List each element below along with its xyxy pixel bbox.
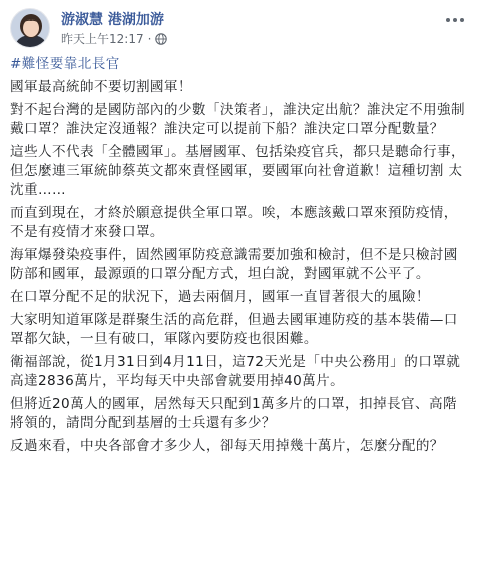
hashtag-link[interactable]: #難怪要靠北長官: [10, 56, 120, 72]
post-meta: [61, 30, 167, 47]
post-paragraph: 衛福部說，從1月31日到4月11日，這72天光是「中央公務用」的口罩就高達2836萬片，平均每天中央部會就要用掉40萬片。: [10, 354, 461, 389]
more-options-icon[interactable]: [443, 12, 467, 28]
post-paragraph: 但將近20萬人的國軍，居然每天只配到1萬多片的口罩，扣掉長官、高階將領的，請問分配到基層的士兵還有多少？: [10, 396, 457, 431]
post-header: [0, 0, 477, 52]
post-paragraph: 反過來看，中央各部會才多少人，卻每天用掉幾十萬片，怎麼分配的？: [10, 438, 444, 454]
globe-icon[interactable]: [155, 33, 167, 45]
avatar-image: [11, 9, 50, 48]
author-name[interactable]: 游淑慧 港湖加游: [61, 12, 164, 28]
meta-separator: ·: [147, 31, 152, 46]
post-paragraph: 而直到現在，才終於願意提供全軍口罩。唉，本應該戴口罩來預防疫情，不是有疫情才來發口罩。: [10, 205, 458, 240]
post-paragraph: 對不起台灣的是國防部內的少數「決策者」，誰決定出航？誰決定不用強制戴口罩？誰決定沒通報？誰決定可以提前下船？誰決定口罩分配數量？: [10, 102, 465, 137]
post-paragraph: 海軍爆發染疫事件，固然國軍防疫意識需要加強和檢討，但不是只檢討國防部和國軍，最源頭的口罩分配方式，坦白說，對國軍就不公平了。: [10, 247, 458, 282]
post-paragraph: 這些人不代表「全體國軍」。基層國軍、包括染疫官兵，都只是聽命行事，但怎麼連三軍統帥蔡英文都來責怪國軍，要國軍向社會道歉！這種切割 太沈重……: [10, 144, 465, 198]
post-body: [10, 55, 465, 460]
post-timestamp[interactable]: 昨天上午12:17: [61, 32, 144, 46]
post-paragraph: 大家明知道軍隊是群聚生活的高危群，但過去國軍連防疫的基本裝備—口罩都欠缺，一旦有破口，軍隊內要防疫也很困難。: [10, 312, 458, 347]
post-paragraph: 在口罩分配不足的狀況下，過去兩個月，國軍一直冒著很大的風險！: [10, 289, 430, 305]
author-avatar[interactable]: [10, 8, 50, 48]
post-paragraph: 國軍最高統帥不要切割國軍！: [10, 79, 192, 95]
